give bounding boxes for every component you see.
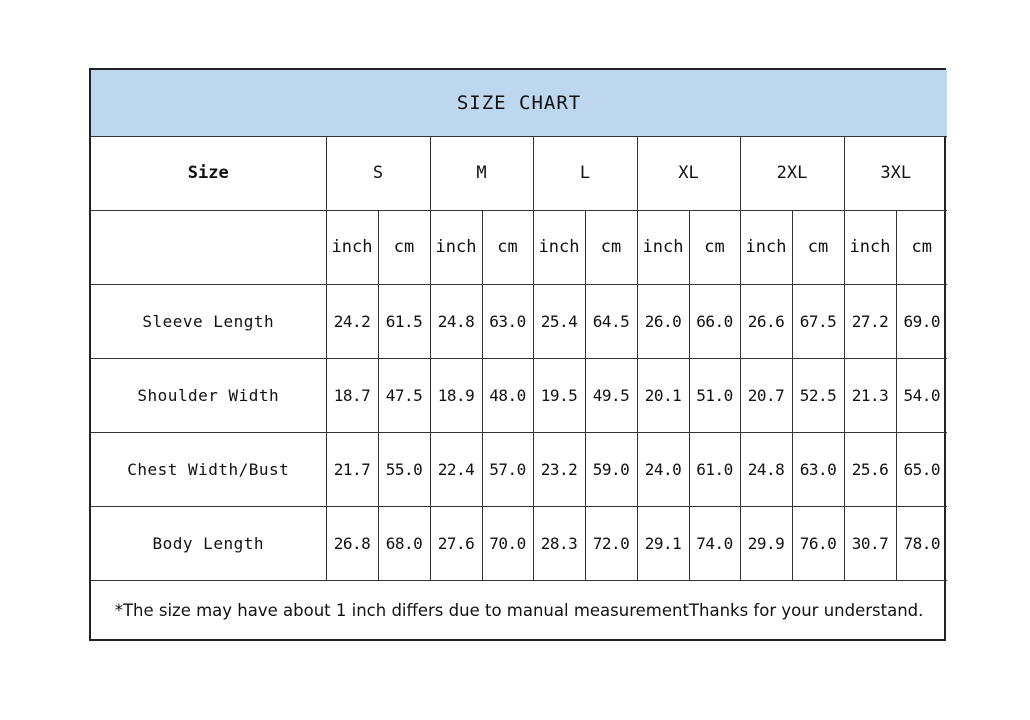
table-cell: 24.2	[326, 284, 378, 358]
unit-row	[91, 210, 947, 284]
unit-cm: cm	[689, 210, 740, 284]
table-cell: 63.0	[482, 284, 533, 358]
table-cell: 24.8	[430, 284, 482, 358]
table-cell: 27.6	[430, 506, 482, 580]
table-cell: 55.0	[378, 432, 430, 506]
row-label: Body Length	[91, 506, 326, 580]
table-cell: 68.0	[378, 506, 430, 580]
table-row	[91, 506, 947, 580]
table-cell: 25.6	[844, 432, 896, 506]
row-label: Sleeve Length	[91, 284, 326, 358]
table-cell: 29.9	[740, 506, 792, 580]
table-cell: 51.0	[689, 358, 740, 432]
size-xl: XL	[637, 136, 740, 210]
table-cell: 76.0	[792, 506, 844, 580]
table-cell: 26.6	[740, 284, 792, 358]
table-cell: 64.5	[585, 284, 637, 358]
table-cell: 18.9	[430, 358, 482, 432]
size-s: S	[326, 136, 430, 210]
size-l: L	[533, 136, 637, 210]
unit-cm: cm	[482, 210, 533, 284]
size-chart	[89, 68, 946, 641]
unit-cm: cm	[585, 210, 637, 284]
size-m: M	[430, 136, 533, 210]
table-cell: 20.1	[637, 358, 689, 432]
table-cell: 26.0	[637, 284, 689, 358]
table-cell: 21.3	[844, 358, 896, 432]
table-cell: 59.0	[585, 432, 637, 506]
table-cell: 63.0	[792, 432, 844, 506]
table-row	[91, 358, 947, 432]
unit-cm: cm	[378, 210, 430, 284]
table-cell: 18.7	[326, 358, 378, 432]
unit-inch: inch	[844, 210, 896, 284]
table-cell: 72.0	[585, 506, 637, 580]
table-cell: 27.2	[844, 284, 896, 358]
table-cell: 65.0	[896, 432, 947, 506]
table-cell: 61.0	[689, 432, 740, 506]
table-cell: 24.8	[740, 432, 792, 506]
table-cell: 30.7	[844, 506, 896, 580]
size-2xl: 2XL	[740, 136, 844, 210]
table-cell: 21.7	[326, 432, 378, 506]
size-3xl: 3XL	[844, 136, 947, 210]
unit-row-label	[91, 210, 326, 284]
table-row	[91, 432, 947, 506]
unit-inch: inch	[637, 210, 689, 284]
table-cell: 70.0	[482, 506, 533, 580]
table-row	[91, 284, 947, 358]
table-cell: 26.8	[326, 506, 378, 580]
table-cell: 74.0	[689, 506, 740, 580]
size-header: Size	[91, 136, 326, 210]
table-cell: 66.0	[689, 284, 740, 358]
size-chart-table	[91, 70, 947, 640]
table-cell: 52.5	[792, 358, 844, 432]
unit-inch: inch	[533, 210, 585, 284]
table-cell: 24.0	[637, 432, 689, 506]
unit-inch: inch	[740, 210, 792, 284]
table-cell: 47.5	[378, 358, 430, 432]
unit-inch: inch	[430, 210, 482, 284]
table-cell: 28.3	[533, 506, 585, 580]
table-cell: 49.5	[585, 358, 637, 432]
unit-cm: cm	[896, 210, 947, 284]
table-cell: 48.0	[482, 358, 533, 432]
row-label: Shoulder Width	[91, 358, 326, 432]
table-cell: 25.4	[533, 284, 585, 358]
table-cell: 69.0	[896, 284, 947, 358]
table-cell: 29.1	[637, 506, 689, 580]
footnote: *The size may have about 1 inch differs due to manual measurementThanks for your understand.	[91, 580, 947, 640]
table-cell: 78.0	[896, 506, 947, 580]
table-cell: 67.5	[792, 284, 844, 358]
table-cell: 19.5	[533, 358, 585, 432]
table-cell: 54.0	[896, 358, 947, 432]
chart-title: SIZE CHART	[91, 70, 947, 136]
unit-cm: cm	[792, 210, 844, 284]
size-header-row	[91, 136, 947, 210]
table-cell: 61.5	[378, 284, 430, 358]
table-cell: 22.4	[430, 432, 482, 506]
table-cell: 20.7	[740, 358, 792, 432]
table-cell: 57.0	[482, 432, 533, 506]
row-label: Chest Width/Bust	[91, 432, 326, 506]
table-cell: 23.2	[533, 432, 585, 506]
unit-inch: inch	[326, 210, 378, 284]
